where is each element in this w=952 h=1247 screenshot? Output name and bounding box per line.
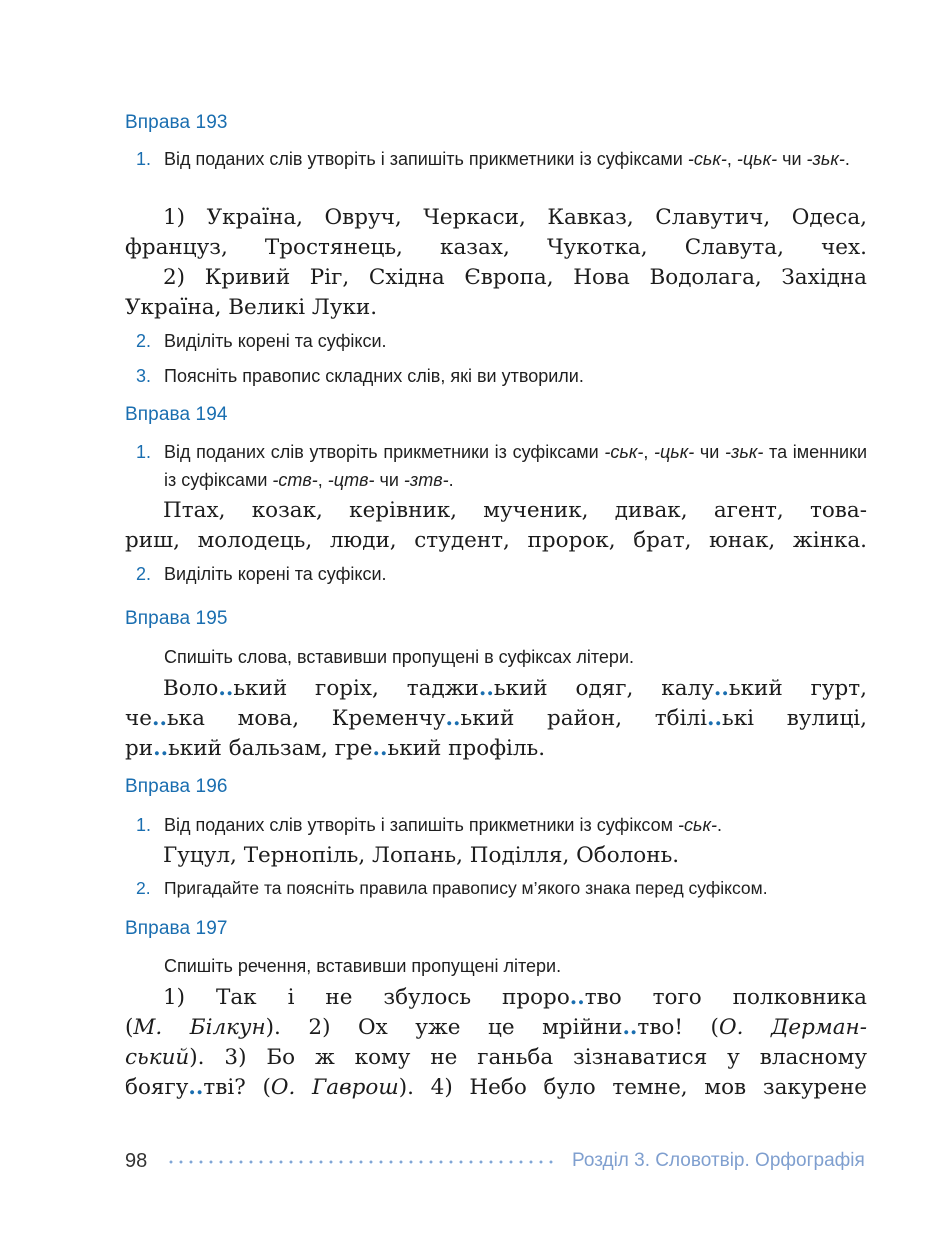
task-text: Пригадайте та поясніть правила правопису м’якого знака перед суфіксом.	[164, 878, 768, 898]
task-number: 2.	[136, 564, 152, 584]
task-number: 1.	[136, 815, 152, 835]
exercise-text-line: 1) Україна, Овруч, Черкаси, Кавказ, Славутич, Одеса,	[163, 205, 867, 230]
gap-marker: ..	[372, 736, 388, 761]
task-text: Від поданих слів утворіть прикметники із суфіксами -ськ-, -цьк- чи -зьк- та іменники із суфіксами -ств-, -цтв- чи -зтв-.	[164, 442, 867, 490]
task-text: Від поданих слів утворіть і запишіть прикметники із суфіксами -ськ-, -цьк- чи -зьк-.	[164, 149, 850, 169]
exercise-heading: Вправа 193	[125, 112, 228, 133]
gap-marker: ..	[151, 706, 167, 731]
author-name: О. Дерман-	[718, 1015, 867, 1040]
task-number: 3.	[136, 366, 152, 386]
exercise-instruction: Спишіть речення, вставивши пропущені літери.	[164, 956, 562, 976]
exercise-heading: Вправа 197	[125, 918, 228, 939]
exercise-text-line: Гуцул, Тернопіль, Лопань, Поділля, Оболонь.	[163, 843, 680, 868]
task-number: 1.	[136, 149, 152, 169]
exercise-text-line: боягу..тві? (О. Гаврош). 4) Небо було темне, мов закурене	[125, 1075, 868, 1100]
task-text: Виділіть корені та суфікси.	[164, 331, 387, 351]
exercise-text-line: ський). 3) Бо ж кому не ганьба зізнаватися у власному	[125, 1045, 867, 1070]
task-number: 1.	[136, 442, 152, 462]
exercise-text-line: 2) Кривий Ріг, Східна Європа, Нова Водолага, Західна	[163, 265, 867, 290]
task-item	[136, 145, 867, 173]
exercise-text-line: Птах, козак, керівник, мученик, дивак, агент, това-	[163, 498, 867, 523]
task-text: Виділіть корені та суфікси.	[164, 564, 387, 584]
task-number: 2.	[136, 331, 152, 351]
exercise-heading: Вправа 196	[125, 776, 228, 797]
task-item	[136, 811, 867, 839]
exercise-instruction: Спишіть слова, вставивши пропущені в суфіксах літери.	[164, 647, 634, 667]
exercise-text-line: француз, Тростянець, казах, Чукотка, Славута, чех.	[125, 235, 867, 260]
exercise-text-line: че..ька мова, Кременчу..ький район, тбілі..ькі вулиці,	[125, 706, 867, 731]
page-number: 98	[125, 1150, 148, 1172]
task-item	[136, 327, 867, 355]
author-name: М. Білкун	[133, 1015, 266, 1040]
footer-dotted-divider	[166, 1158, 554, 1166]
task-text: Від поданих слів утворіть і запишіть прикметники із суфіксом -ськ-.	[164, 815, 722, 835]
task-item	[136, 560, 867, 588]
exercise-text-line: (М. Білкун). 2) Ох уже це мрійни..тво! (О. Дерман-	[125, 1015, 867, 1040]
author-name: О. Гаврош	[270, 1075, 399, 1100]
exercise-heading: Вправа 195	[125, 608, 228, 629]
task-item	[136, 438, 867, 494]
exercise-text-line: Україна, Великі Луки.	[125, 295, 378, 320]
task-item	[136, 874, 867, 902]
gap-marker: ..	[478, 676, 494, 701]
exercise-text-line: Воло..ький горіх, таджи..ький одяг, калу..ький гурт,	[163, 676, 867, 701]
task-text: Поясніть правопис складних слів, які ви утворили.	[164, 366, 584, 386]
task-number: 2.	[136, 878, 151, 898]
gap-marker: ..	[153, 736, 169, 761]
task-item	[136, 362, 867, 390]
author-name: ський	[125, 1045, 190, 1070]
section-title: Розділ 3. Словотвір. Орфографія	[572, 1150, 865, 1171]
gap-marker: ..	[707, 706, 722, 731]
gap-marker: ..	[445, 706, 461, 731]
gap-marker: ..	[713, 676, 729, 701]
exercise-heading: Вправа 194	[125, 404, 228, 425]
exercise-text-line: 1) Так і не збулось проро..тво того полковника	[163, 985, 867, 1010]
exercise-text-line: ри..ький бальзам, гре..ький профіль.	[125, 736, 546, 761]
gap-marker: ..	[569, 985, 585, 1010]
gap-marker: ..	[622, 1015, 638, 1040]
exercise-text-line: риш, молодець, люди, студент, пророк, брат, юнак, жінка.	[125, 528, 867, 553]
gap-marker: ..	[218, 676, 234, 701]
gap-marker: ..	[188, 1075, 204, 1100]
